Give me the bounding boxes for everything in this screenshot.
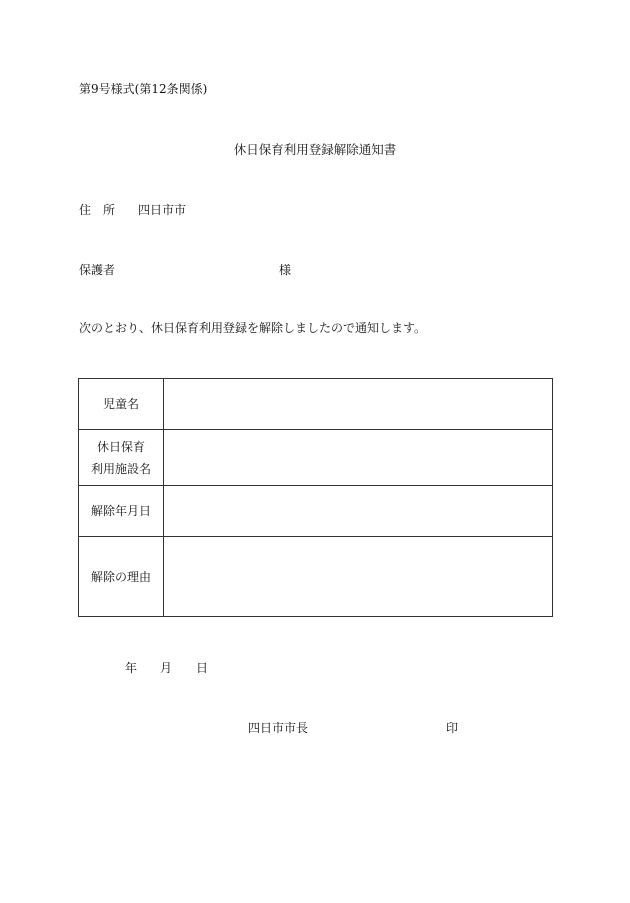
- details-table: [78, 378, 553, 617]
- table-row: [79, 486, 553, 537]
- child-name-label: [79, 379, 164, 430]
- label-text: 休日保育: [96, 439, 145, 454]
- cancel-date-label: [79, 486, 164, 537]
- address-label: 住 所: [79, 203, 116, 217]
- label-text: 児童名: [102, 397, 139, 411]
- label-text: 利用施設名: [90, 461, 151, 476]
- date-year: 年: [125, 661, 138, 675]
- form-number: 第9号様式(第12条関係): [79, 82, 208, 96]
- seal-mark: 印: [446, 721, 459, 735]
- cancel-reason-value: [164, 537, 553, 617]
- table-row: [79, 537, 553, 617]
- cancel-date-value: [164, 486, 553, 537]
- document-title: 休日保育利用登録解除通知書: [233, 142, 397, 157]
- address-value: 四日市市: [138, 203, 187, 217]
- label-text: 解除の理由: [90, 569, 151, 584]
- child-name-value: [164, 379, 553, 430]
- table-row: [79, 430, 553, 486]
- notice-body-text: 次のとおり、休日保育利用登録を解除しましたので通知します。: [79, 321, 427, 335]
- facility-name-value: [164, 430, 553, 486]
- issuer-title: 四日市市長: [248, 721, 309, 735]
- cancel-reason-label: [79, 537, 164, 617]
- table-row: [79, 379, 553, 430]
- date-month: 月: [160, 661, 173, 675]
- guardian-label: 保護者: [79, 263, 116, 277]
- label-text: 解除年月日: [90, 504, 151, 518]
- date-day: 日: [196, 661, 209, 675]
- facility-name-label: [79, 430, 164, 486]
- guardian-honorific: 様: [279, 263, 292, 277]
